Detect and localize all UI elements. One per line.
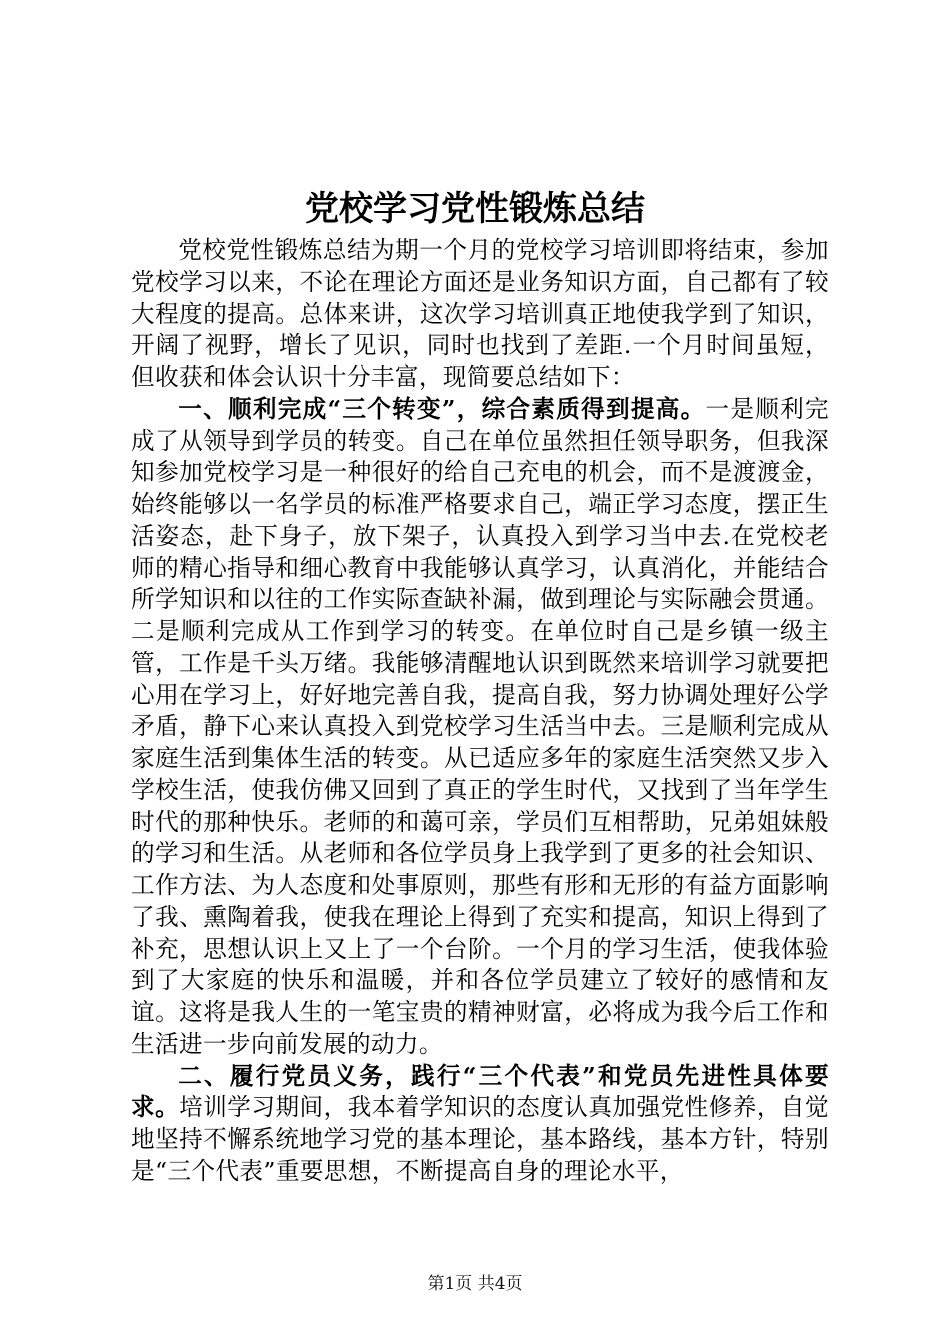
page-number-footer: 第1页 共4页 — [427, 1274, 523, 1294]
document-title: 党校学习党性锻炼总结 — [305, 189, 645, 229]
section-2-paragraph — [131, 1061, 829, 1188]
section-1-paragraph — [131, 394, 829, 1061]
section-2-body: 培训学习期间，我本着学知识的态度认真加强党性修养，自觉地坚持不懈系统地学习党的基本理论，基本路线，基本方针，特别是“三个代表”重要思想，不断提高自身的理论水平， — [131, 1093, 829, 1185]
intro-paragraph: 党校党性锻炼总结为期一个月的党校学习培训即将结束，参加党校学习以来，不论在理论方面还是业务知识方面，自己都有了较大程度的提高。总体来讲，这次学习培训真正地使我学到了知识，开阔了视野，增长了见识，同时也找到了差距.一个月时间虽短，但收获和体会认识十分丰富，现简要总结如下： — [131, 236, 829, 391]
section-1-heading: 一、顺利完成“三个转变”，综合素质得到提高。 — [178, 394, 706, 423]
section-1-body: 一是顺利完成了从领导到学员的转变。自己在单位虽然担任领导职务，但我深知参加党校学习是一种很好的给自己充电的机会，而不是渡渡金，始终能够以一名学员的标准严格要求自己，端正学习态度，摆正生活姿态，赴下身子，放下架子，认真投入到学习当中去.在党校老师的精心指导和细心教育中我能够认真学习，认真消化，并能结合所学知识和以往的工作实际查缺补漏，做到理论与实际融会贯通。二是顺利完成从工作到学习的转变。在单位时自己是乡镇一级主管，工作是千头万绪。我能够清醒地认识到既然来培训学习就要把心用在学习上，好好地完善自我，提高自我，努力协调处理好公学矛盾，静下心来认真投入到党校学习生活当中去。三是顺利完成从家庭生活到集体生活的转变。从已适应多年的家庭生活突然又步入学校生活，使我仿佛又回到了真正的学生时代，又找到了当年学生时代的那种快乐。老师的和蔼可亲，学员们互相帮助，兄弟姐妹般的学习和生活。从老师和各位学员身上我学到了更多的社会知识、工作方法、为人态度和处事原则，那些有形和无形的有益方面影响了我、熏陶着我，使我在理论上得到了充实和提高，知识上得到了补充，思想认识上又上了一个台阶。一个月的学习生活，使我体验到了大家庭的快乐和温暖，并和各位学员建立了较好的感情和友谊。这将是我人生的一笔宝贵的精神财富，必将成为我今后工作和生活进一步向前发展的动力。 — [131, 394, 829, 1058]
section-2-heading: 二、履行党员义务，践行“三个代表”和党员先进性具体要求。 — [131, 1061, 829, 1122]
document-body — [131, 235, 829, 1188]
